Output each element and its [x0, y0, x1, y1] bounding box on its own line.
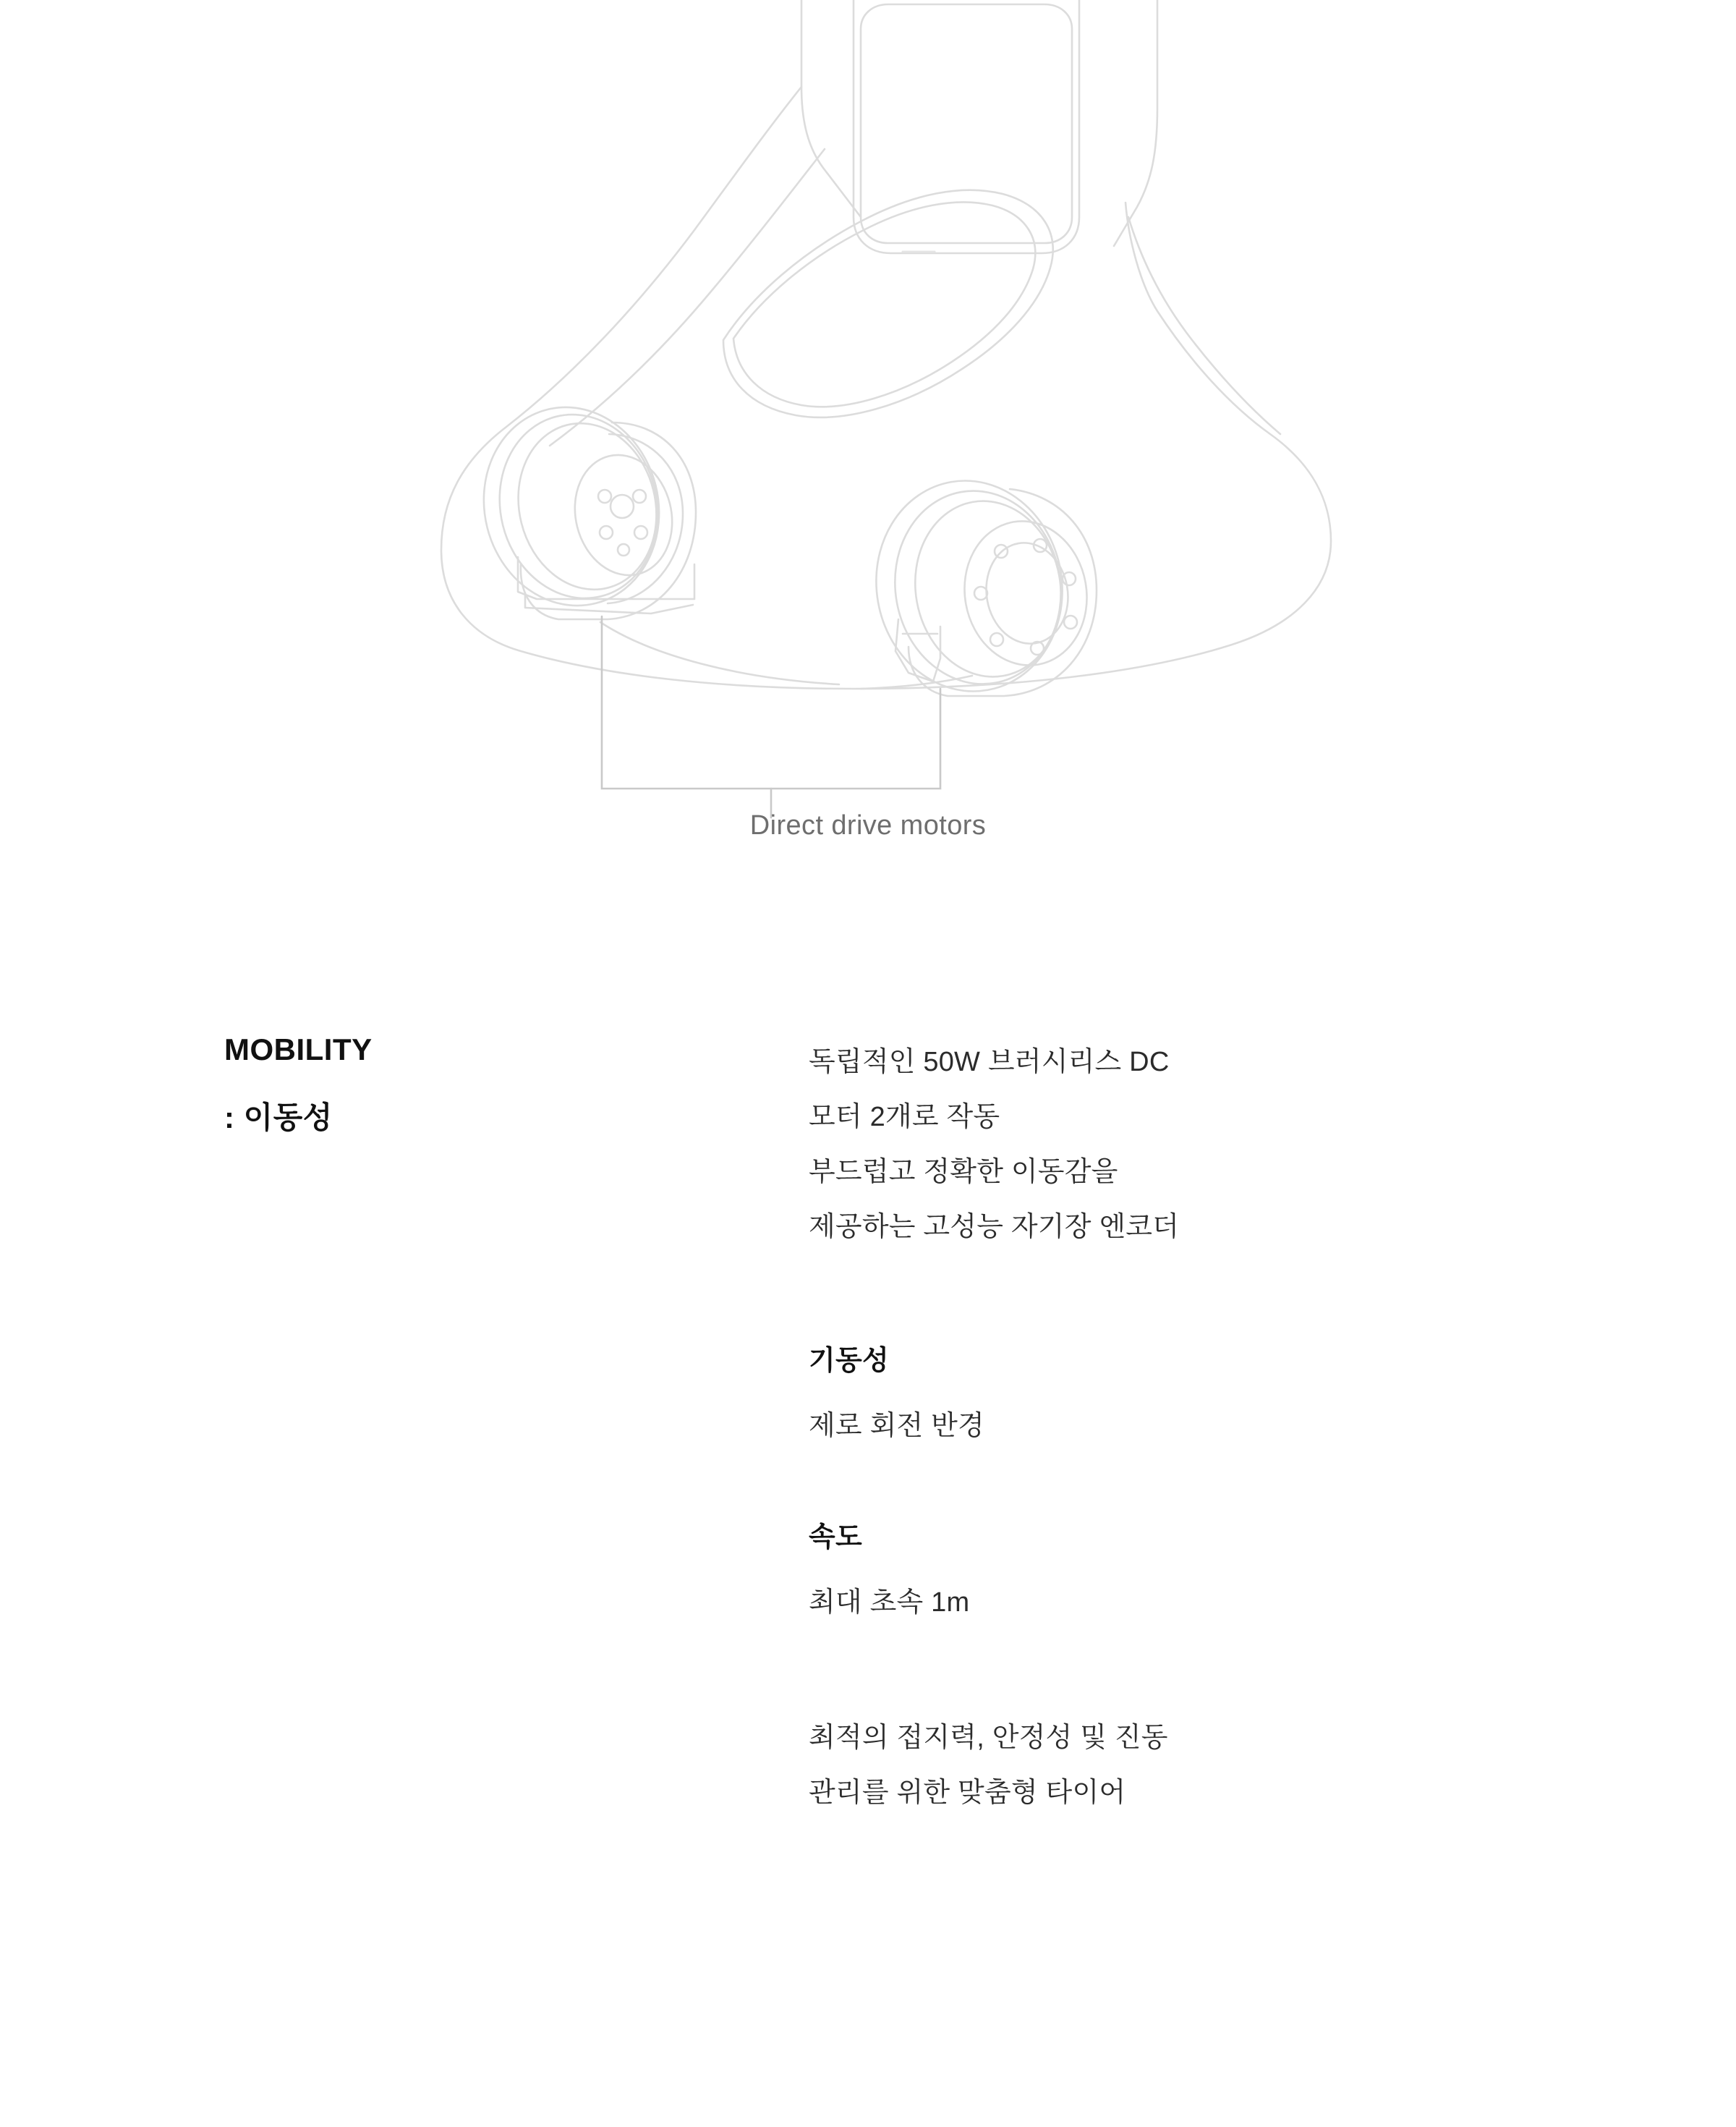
section-heading-column [224, 1032, 788, 1134]
spec-title: 기동성 [809, 1346, 890, 1376]
intro-line: 부드럽고 정확한 이동감을 [809, 1157, 1118, 1187]
spec-title: 속도 [809, 1522, 863, 1553]
intro-line: 제공하는 고성능 자기장 엔코더 [809, 1212, 1180, 1242]
spec-body: 제로 회전 반경 [809, 1411, 984, 1441]
spec-body: 최대 초속 1m [809, 1587, 970, 1618]
product-illustration [0, 0, 1736, 904]
figure-caption: Direct drive motors [749, 810, 987, 841]
spec-item-maneuverability [809, 1347, 1532, 1440]
footnote-line: 최적의 접지력, 안정성 및 진동 [809, 1723, 1168, 1753]
intro-line: 모터 2개로 작동 [809, 1102, 1000, 1132]
intro-paragraph [809, 1035, 1532, 1254]
intro-line: 독립적인 50W 브러시리스 DC [809, 1047, 1170, 1077]
spec-item-speed [809, 1524, 1532, 1616]
section-heading-en: MOBILITY [224, 1032, 373, 1066]
section-body-column [809, 1035, 1532, 1820]
robot-base-line-drawing [0, 0, 1736, 904]
footnote-paragraph [809, 1710, 1532, 1820]
footnote-line: 관리를 위한 맞춤형 타이어 [809, 1778, 1126, 1808]
section-heading-kr: : 이동성 [224, 1100, 333, 1134]
